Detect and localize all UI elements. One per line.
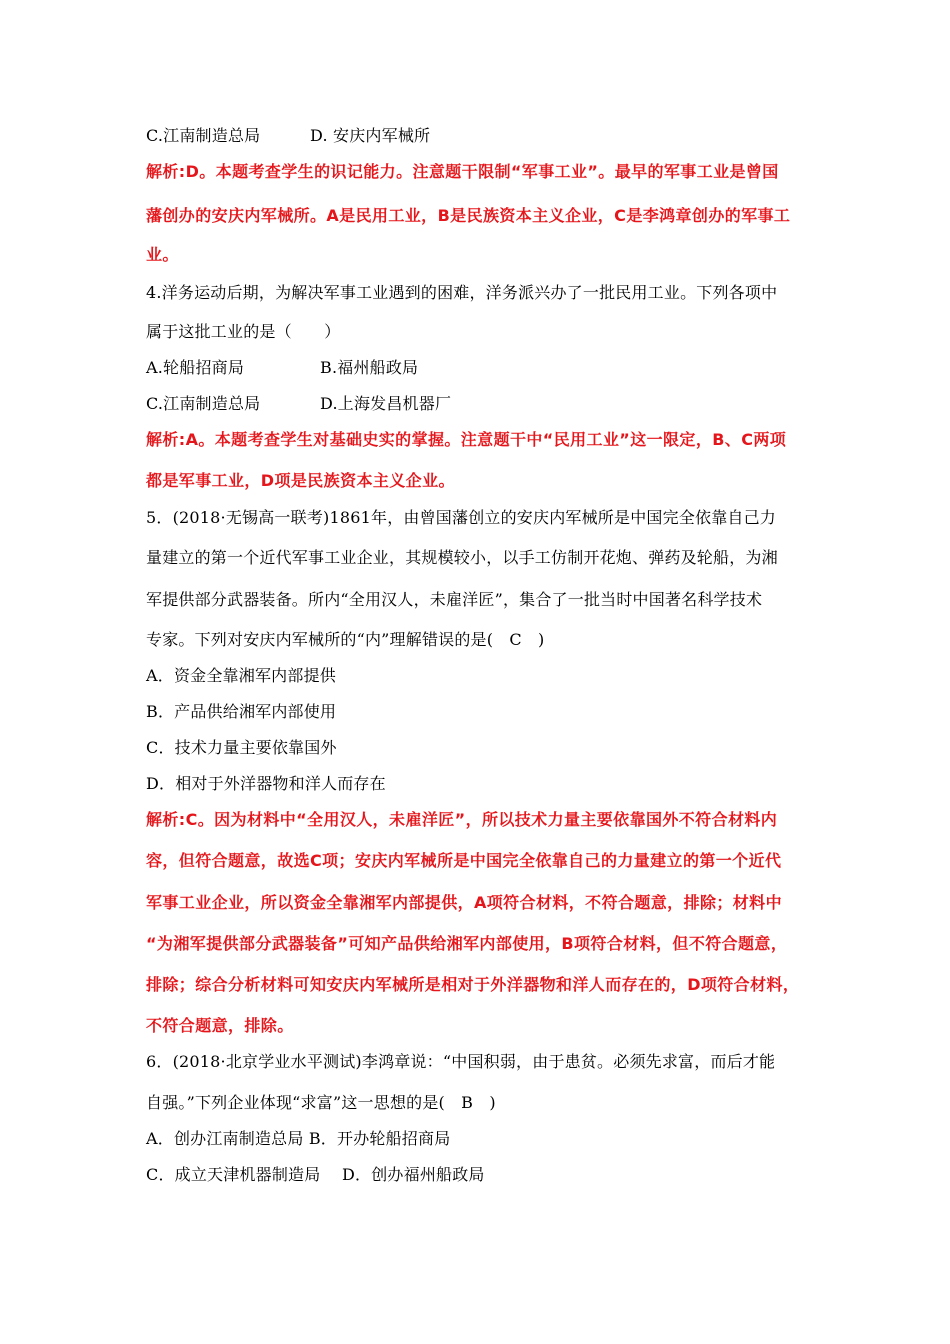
- q4-option-a: A.轮船招商局: [146, 358, 245, 377]
- q4-analysis-line-1: 解析:A。本题考查学生对基础史实的掌握。注意题干中“民用工业”这一限定，B、C两项: [146, 430, 787, 449]
- q5-analysis-line-2: 容，但符合题意，故选C项；安庆内军械所是中国完全依靠自己的力量建立的第一个近代: [146, 851, 782, 870]
- q4-option-b: B.福州船政局: [320, 358, 419, 377]
- q5-option-b: B．产品供给湘军内部使用: [146, 702, 337, 721]
- q5-analysis-line-3: 军事工业企业，所以资金全靠湘军内部提供，A项符合材料，不符合题意，排除；材料中: [146, 893, 782, 912]
- q3-analysis-line-3: 业。: [146, 245, 179, 264]
- q3-option-c: C.江南制造总局: [146, 126, 261, 145]
- q4-options-cd: [146, 394, 451, 414]
- q5-analysis-line-1: 解析:C。因为材料中“全用汉人，未雇洋匠”，所以技术力量主要依靠国外不符合材料内: [146, 810, 778, 829]
- q6-stem-line-2: 自强。”下列企业体现“求富”这一思想的是( B ): [146, 1093, 496, 1112]
- q5-stem-line-1: 5．(2018·无锡高一联考)1861年，由曾国藩创立的安庆内军械所是中国完全依靠自己力: [146, 508, 776, 527]
- q5-analysis-line-6: 不符合题意，排除。: [146, 1016, 294, 1035]
- q6-option-d: D．创办福州船政局: [342, 1165, 485, 1184]
- q3-option-d: D. 安庆内军械所: [310, 126, 431, 145]
- q5-stem-line-2: 量建立的第一个近代军事工业企业，其规模较小，以手工仿制开花炮、弹药及轮船，为湘: [146, 548, 778, 567]
- q4-option-c: C.江南制造总局: [146, 394, 261, 413]
- q5-stem-line-4: 专家。下列对安庆内军械所的“内”理解错误的是( C ): [146, 630, 545, 649]
- q5-analysis-line-5: 排除；综合分析材料可知安庆内军械所是相对于外洋器物和洋人而存在的，D项符合材料，: [146, 975, 800, 994]
- q5-option-d: D．相对于外洋器物和洋人而存在: [146, 774, 386, 793]
- q6-option-c: C．成立天津机器制造局: [146, 1165, 321, 1184]
- q3-analysis-line-1: 解析:D。本题考查学生的识记能力。注意题干限制“军事工业”。最早的军事工业是曾国: [146, 162, 779, 181]
- q4-stem-line-1: 4.洋务运动后期，为解决军事工业遇到的困难，洋务派兴办了一批民用工业。下列各项中: [146, 283, 778, 302]
- q6-options-ab: A．创办江南制造总局 B．开办轮船招商局: [146, 1129, 451, 1148]
- q5-option-c: C．技术力量主要依靠国外: [146, 738, 337, 757]
- q3-analysis-line-2: 藩创办的安庆内军械所。A是民用工业，B是民族资本主义企业，C是李鸿章创办的军事工: [146, 206, 791, 225]
- q4-option-d: D.上海发昌机器厂: [320, 394, 452, 413]
- q6-stem-line-1: 6．(2018·北京学业水平测试)李鸿章说：“中国积弱，由于患贫。必须先求富，而后才能: [146, 1052, 776, 1071]
- q5-stem-line-3: 军提供部分武器装备。所内“全用汉人，未雇洋匠”，集合了一批当时中国著名科学技术: [146, 590, 763, 609]
- q4-stem-line-2: 属于这批工业的是（ ）: [146, 322, 341, 341]
- q5-analysis-line-4: “为湘军提供部分武器装备”可知产品供给湘军内部使用，B项符合材料，但不符合题意，: [146, 934, 788, 953]
- q3-options-cd: [146, 126, 430, 146]
- q4-options-ab: [146, 358, 418, 378]
- q5-option-a: A．资金全靠湘军内部提供: [146, 666, 336, 685]
- q4-analysis-line-2: 都是军事工业，D项是民族资本主义企业。: [146, 471, 455, 490]
- q6-options-cd: [146, 1165, 485, 1185]
